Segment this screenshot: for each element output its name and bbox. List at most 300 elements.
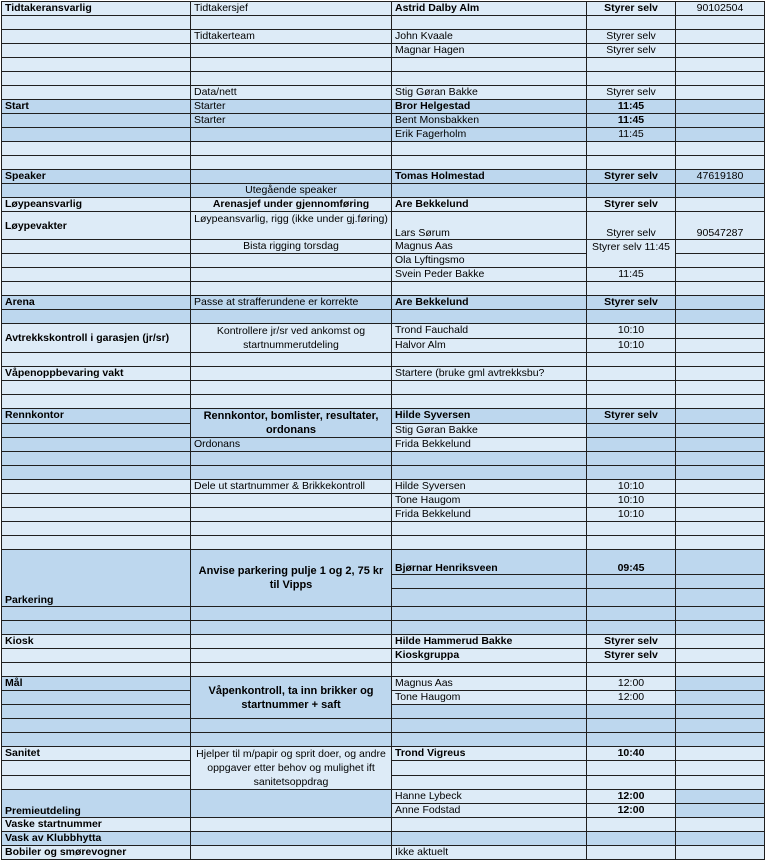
phone-cell[interactable]: 47619180 <box>676 170 765 184</box>
person-cell[interactable]: Are Bekkelund <box>392 296 587 310</box>
cell[interactable] <box>587 719 676 733</box>
cell[interactable] <box>2 719 191 733</box>
cell[interactable] <box>191 44 392 58</box>
time-cell[interactable]: 11:45 <box>587 268 676 282</box>
cell[interactable] <box>392 761 587 775</box>
cell[interactable] <box>587 16 676 30</box>
time-cell[interactable]: 10:10 <box>587 324 676 339</box>
person-cell[interactable]: Halvor Alm <box>392 338 587 353</box>
cell[interactable] <box>2 30 191 44</box>
cell[interactable] <box>676 423 765 438</box>
cell[interactable] <box>676 381 765 395</box>
cell[interactable] <box>676 324 765 339</box>
cell[interactable] <box>676 466 765 480</box>
cell[interactable] <box>392 536 587 550</box>
time-cell[interactable]: 12:00 <box>587 804 676 818</box>
person-cell[interactable]: John Kvaale <box>392 30 587 44</box>
cell[interactable] <box>587 156 676 170</box>
role-cell[interactable]: Arena <box>2 296 191 310</box>
table-row <box>2 719 765 733</box>
cell[interactable] <box>587 775 676 789</box>
cell[interactable] <box>191 128 392 142</box>
cell[interactable] <box>676 635 765 649</box>
cell[interactable] <box>392 72 587 86</box>
cell[interactable] <box>2 114 191 128</box>
person-cell[interactable]: Anne Fodstad <box>392 804 587 818</box>
table-row <box>2 536 765 550</box>
cell[interactable] <box>676 575 765 589</box>
cell[interactable] <box>676 663 765 677</box>
cell[interactable] <box>2 761 191 775</box>
time-cell[interactable]: Styrer selv <box>587 409 676 424</box>
cell[interactable] <box>2 381 191 395</box>
cell[interactable] <box>191 649 392 663</box>
role-cell[interactable]: Parkering <box>2 550 191 607</box>
task-cell[interactable]: Ordonans <box>191 438 392 452</box>
cell[interactable] <box>676 367 765 381</box>
table-row <box>2 128 765 142</box>
cell[interactable] <box>676 58 765 72</box>
role-cell[interactable]: Kiosk <box>2 635 191 649</box>
table-row <box>2 395 765 409</box>
role-cell[interactable]: Sanitet <box>2 747 191 761</box>
role-cell[interactable]: Vask av Klubbhytta <box>2 832 191 846</box>
cell[interactable] <box>587 438 676 452</box>
cell[interactable] <box>676 44 765 58</box>
cell[interactable] <box>392 184 587 198</box>
cell[interactable] <box>191 142 392 156</box>
person-cell[interactable]: Erik Fagerholm <box>392 128 587 142</box>
cell[interactable] <box>392 575 587 589</box>
cell[interactable] <box>392 282 587 296</box>
time-cell[interactable]: 10:10 <box>587 494 676 508</box>
person-cell[interactable]: Stig Gøran Bakke <box>392 86 587 100</box>
cell[interactable] <box>587 423 676 438</box>
cell[interactable] <box>587 58 676 72</box>
cell[interactable] <box>587 818 676 832</box>
cell[interactable] <box>191 508 392 522</box>
person-cell[interactable]: Hilde Syversen <box>392 409 587 424</box>
time-cell[interactable]: 10:40 <box>587 747 676 761</box>
cell[interactable] <box>676 747 765 761</box>
role-cell[interactable]: Avtrekkskontroll i garasjen (jr/sr) <box>2 324 191 353</box>
cell[interactable] <box>191 310 392 324</box>
cell[interactable] <box>191 16 392 30</box>
person-cell[interactable]: Stig Gøran Bakke <box>392 423 587 438</box>
task-cell[interactable]: Arenasjef under gjennomføring <box>191 198 392 212</box>
cell[interactable] <box>191 170 392 184</box>
cell[interactable] <box>191 466 392 480</box>
cell[interactable] <box>392 310 587 324</box>
task-cell[interactable]: Våpenkontroll, ta inn brikker og startnummer + saft <box>191 677 392 719</box>
role-cell[interactable]: Premieutdeling <box>2 790 191 818</box>
cell[interactable] <box>2 184 191 198</box>
cell[interactable] <box>587 282 676 296</box>
time-cell[interactable]: Styrer selv <box>587 212 676 240</box>
role-cell[interactable]: Tidtakeransvarlig <box>2 2 191 16</box>
person-cell[interactable]: Magnus Aas <box>392 677 587 691</box>
time-cell[interactable]: 10:10 <box>587 338 676 353</box>
cell[interactable] <box>676 494 765 508</box>
cell[interactable] <box>587 575 676 589</box>
time-cell[interactable]: 12:00 <box>587 691 676 705</box>
person-cell[interactable]: Astrid Dalby Alm <box>392 2 587 16</box>
person-cell[interactable]: Tone Haugom <box>392 691 587 705</box>
cell[interactable] <box>392 621 587 635</box>
cell[interactable] <box>2 58 191 72</box>
role-cell[interactable]: Start <box>2 100 191 114</box>
cell[interactable] <box>587 621 676 635</box>
role-cell[interactable]: Bobiler og smørevogner <box>2 846 191 860</box>
cell[interactable] <box>191 58 392 72</box>
cell[interactable] <box>676 240 765 254</box>
time-cell[interactable]: 11:45 <box>587 128 676 142</box>
cell[interactable] <box>587 832 676 846</box>
cell[interactable] <box>191 522 392 536</box>
person-cell[interactable]: Bror Helgestad <box>392 100 587 114</box>
cell[interactable] <box>676 818 765 832</box>
cell[interactable] <box>2 466 191 480</box>
cell[interactable] <box>676 30 765 44</box>
cell[interactable] <box>2 353 191 367</box>
person-cell[interactable]: Trond Fauchald <box>392 324 587 339</box>
person-cell[interactable]: Trond Vigreus <box>392 747 587 761</box>
person-cell[interactable]: Ikke aktuelt <box>392 846 587 860</box>
cell[interactable] <box>676 310 765 324</box>
cell[interactable] <box>191 846 392 860</box>
task-cell[interactable]: Anvise parkering pulje 1 og 2, 75 kr til Vipps <box>191 550 392 607</box>
person-cell[interactable]: Lars Sørum <box>392 212 587 240</box>
cell[interactable] <box>587 452 676 466</box>
person-cell[interactable]: Are Bekkelund <box>392 198 587 212</box>
cell[interactable] <box>392 589 587 607</box>
person-cell[interactable]: Hilde Syversen <box>392 480 587 494</box>
cell[interactable] <box>676 804 765 818</box>
cell[interactable] <box>392 58 587 72</box>
cell[interactable] <box>392 381 587 395</box>
cell[interactable] <box>392 522 587 536</box>
cell[interactable] <box>2 438 191 452</box>
time-cell[interactable]: Styrer selv <box>587 635 676 649</box>
cell[interactable] <box>2 44 191 58</box>
time-cell[interactable]: 11:45 <box>587 100 676 114</box>
cell[interactable] <box>2 705 191 719</box>
cell[interactable] <box>676 832 765 846</box>
person-cell[interactable]: Ola Lyftingsmo <box>392 254 587 268</box>
cell[interactable] <box>587 705 676 719</box>
cell[interactable] <box>2 395 191 409</box>
person-cell[interactable]: Frida Bekkelund <box>392 508 587 522</box>
cell[interactable] <box>676 296 765 310</box>
task-cell[interactable]: Løypeansvarlig, rigg (ikke under gj.føring) <box>191 212 392 240</box>
role-cell[interactable]: Speaker <box>2 170 191 184</box>
cell[interactable] <box>676 761 765 775</box>
cell[interactable] <box>392 705 587 719</box>
cell[interactable] <box>2 480 191 494</box>
cell[interactable] <box>587 607 676 621</box>
cell[interactable] <box>2 268 191 282</box>
person-cell[interactable]: Tone Haugom <box>392 494 587 508</box>
table-row <box>2 268 765 282</box>
table-row <box>2 72 765 86</box>
cell[interactable] <box>191 282 392 296</box>
cell[interactable] <box>676 353 765 367</box>
task-cell[interactable]: Dele ut startnummer & Brikkekontroll <box>191 480 392 494</box>
cell[interactable] <box>191 254 392 268</box>
cell[interactable] <box>676 775 765 789</box>
cell[interactable] <box>191 353 392 367</box>
cell[interactable] <box>676 338 765 353</box>
cell[interactable] <box>2 452 191 466</box>
table-row <box>2 16 765 30</box>
cell[interactable] <box>191 536 392 550</box>
cell[interactable] <box>2 86 191 100</box>
table-row <box>2 310 765 324</box>
cell[interactable] <box>191 719 392 733</box>
person-cell[interactable]: Kioskgruppa <box>392 649 587 663</box>
cell[interactable] <box>2 775 191 789</box>
cell[interactable] <box>2 16 191 30</box>
cell[interactable] <box>587 522 676 536</box>
cell[interactable] <box>2 621 191 635</box>
table-row <box>2 282 765 296</box>
cell[interactable] <box>2 607 191 621</box>
cell[interactable] <box>676 719 765 733</box>
time-cell[interactable]: 12:00 <box>587 677 676 691</box>
role-cell[interactable]: Vaske startnummer <box>2 818 191 832</box>
cell[interactable] <box>676 395 765 409</box>
cell[interactable] <box>676 536 765 550</box>
cell[interactable] <box>676 16 765 30</box>
time-cell[interactable]: Styrer selv <box>587 296 676 310</box>
cell[interactable] <box>191 268 392 282</box>
cell[interactable] <box>2 733 191 747</box>
cell[interactable] <box>676 409 765 424</box>
task-cell[interactable]: Starter <box>191 114 392 128</box>
time-cell[interactable]: Styrer selv <box>587 30 676 44</box>
time-cell[interactable]: 12:00 <box>587 790 676 804</box>
phone-cell[interactable]: 90547287 <box>676 212 765 240</box>
person-cell[interactable]: Startere (bruke gml avtrekksbu? <box>392 367 587 381</box>
cell[interactable] <box>191 607 392 621</box>
cell[interactable] <box>676 705 765 719</box>
cell[interactable] <box>676 198 765 212</box>
cell[interactable] <box>2 508 191 522</box>
table-row <box>2 212 765 240</box>
time-cell[interactable]: Styrer selv <box>587 170 676 184</box>
time-cell[interactable]: 10:10 <box>587 480 676 494</box>
cell[interactable] <box>676 508 765 522</box>
cell[interactable] <box>2 282 191 296</box>
cell[interactable] <box>392 353 587 367</box>
cell[interactable] <box>2 72 191 86</box>
person-cell[interactable]: Bent Monsbakken <box>392 114 587 128</box>
cell[interactable] <box>587 466 676 480</box>
cell[interactable] <box>191 621 392 635</box>
cell[interactable] <box>676 72 765 86</box>
cell[interactable] <box>587 310 676 324</box>
task-cell[interactable]: Tidtakerteam <box>191 30 392 44</box>
table-row <box>2 508 765 522</box>
cell[interactable] <box>676 480 765 494</box>
cell[interactable] <box>2 536 191 550</box>
task-cell[interactable]: Kontrollere jr/sr ved ankomst og startnummerutdeling <box>191 324 392 353</box>
cell[interactable] <box>2 128 191 142</box>
task-cell[interactable]: Hjelper til m/papir og sprit doer, og andre oppgaver etter behov og mulighet ift sanitetsoppdrag <box>191 747 392 790</box>
role-cell[interactable]: Mål <box>2 677 191 691</box>
cell[interactable] <box>2 691 191 705</box>
person-cell[interactable]: Bjørnar Henriksveen <box>392 550 587 575</box>
cell[interactable] <box>392 733 587 747</box>
cell[interactable] <box>587 381 676 395</box>
time-cell[interactable]: 09:45 <box>587 550 676 575</box>
cell[interactable] <box>392 719 587 733</box>
cell[interactable] <box>676 621 765 635</box>
cell[interactable] <box>587 663 676 677</box>
cell[interactable] <box>191 381 392 395</box>
cell[interactable] <box>587 846 676 860</box>
cell[interactable] <box>587 72 676 86</box>
cell[interactable] <box>392 452 587 466</box>
cell[interactable] <box>2 156 191 170</box>
cell[interactable] <box>676 114 765 128</box>
cell[interactable] <box>587 395 676 409</box>
cell[interactable] <box>676 184 765 198</box>
cell[interactable] <box>676 522 765 536</box>
cell[interactable] <box>392 818 587 832</box>
cell[interactable] <box>587 142 676 156</box>
cell[interactable] <box>676 268 765 282</box>
cell[interactable] <box>392 156 587 170</box>
cell[interactable] <box>2 494 191 508</box>
time-cell[interactable]: Styrer selv <box>587 649 676 663</box>
cell[interactable] <box>191 733 392 747</box>
cell[interactable] <box>587 184 676 198</box>
cell[interactable] <box>676 677 765 691</box>
cell[interactable] <box>676 86 765 100</box>
person-cell[interactable]: Magnar Hagen <box>392 44 587 58</box>
cell[interactable] <box>676 128 765 142</box>
cell[interactable] <box>392 142 587 156</box>
cell[interactable] <box>191 367 392 381</box>
cell[interactable] <box>676 142 765 156</box>
table-row <box>2 240 765 254</box>
cell[interactable] <box>676 452 765 466</box>
time-cell[interactable]: Styrer selv <box>587 2 676 16</box>
cell[interactable] <box>392 663 587 677</box>
time-cell[interactable]: Styrer selv <box>587 44 676 58</box>
cell[interactable] <box>191 790 392 818</box>
cell[interactable] <box>676 846 765 860</box>
cell[interactable] <box>2 142 191 156</box>
cell[interactable] <box>2 649 191 663</box>
table-row <box>2 663 765 677</box>
cell[interactable] <box>676 649 765 663</box>
cell[interactable] <box>587 761 676 775</box>
role-cell[interactable]: Løypevakter <box>2 212 191 240</box>
table-row <box>2 480 765 494</box>
cell[interactable] <box>587 589 676 607</box>
cell[interactable] <box>392 16 587 30</box>
cell[interactable] <box>587 733 676 747</box>
cell[interactable] <box>676 254 765 268</box>
person-cell[interactable]: Magnus Aas <box>392 240 587 254</box>
cell[interactable] <box>587 353 676 367</box>
cell[interactable] <box>676 100 765 114</box>
cell[interactable] <box>587 367 676 381</box>
cell[interactable] <box>191 494 392 508</box>
phone-cell[interactable]: 90102504 <box>676 2 765 16</box>
cell[interactable] <box>2 663 191 677</box>
task-cell[interactable]: Tidtakersjef <box>191 2 392 16</box>
time-cell[interactable]: Styrer selv 11:45 <box>587 240 676 268</box>
cell[interactable] <box>676 282 765 296</box>
person-cell[interactable]: Svein Peder Bakke <box>392 268 587 282</box>
cell[interactable] <box>676 156 765 170</box>
cell[interactable] <box>676 550 765 575</box>
task-cell[interactable]: Utegående speaker <box>191 184 392 198</box>
task-cell[interactable]: Data/nett <box>191 86 392 100</box>
cell[interactable] <box>2 423 191 438</box>
cell[interactable] <box>392 395 587 409</box>
time-cell[interactable]: Styrer selv <box>587 198 676 212</box>
table-row <box>2 44 765 58</box>
time-cell[interactable]: 10:10 <box>587 508 676 522</box>
person-cell[interactable]: Frida Bekkelund <box>392 438 587 452</box>
cell[interactable] <box>2 522 191 536</box>
person-cell[interactable]: Hilde Hammerud Bakke <box>392 635 587 649</box>
cell[interactable] <box>191 832 392 846</box>
cell[interactable] <box>392 775 587 789</box>
cell[interactable] <box>676 438 765 452</box>
cell[interactable] <box>191 395 392 409</box>
person-cell[interactable]: Hanne Lybeck <box>392 790 587 804</box>
task-cell[interactable]: Bista rigging torsdag <box>191 240 392 254</box>
table-row <box>2 621 765 635</box>
task-cell[interactable]: Rennkontor, bomlister, resultater, ordonans <box>191 409 392 438</box>
cell[interactable] <box>2 240 191 254</box>
task-cell[interactable]: Passe at strafferundene er korrekte <box>191 296 392 310</box>
time-cell[interactable]: Styrer selv <box>587 86 676 100</box>
role-cell[interactable]: Løypeansvarlig <box>2 198 191 212</box>
cell[interactable] <box>676 790 765 804</box>
cell[interactable] <box>191 72 392 86</box>
cell[interactable] <box>191 663 392 677</box>
cell[interactable] <box>2 310 191 324</box>
cell[interactable] <box>392 607 587 621</box>
role-cell[interactable]: Rennkontor <box>2 409 191 424</box>
cell[interactable] <box>587 536 676 550</box>
cell[interactable] <box>676 607 765 621</box>
time-cell[interactable]: 11:45 <box>587 114 676 128</box>
person-cell[interactable]: Tomas Holmestad <box>392 170 587 184</box>
cell[interactable] <box>191 818 392 832</box>
cell[interactable] <box>2 254 191 268</box>
cell[interactable] <box>392 466 587 480</box>
cell[interactable] <box>676 733 765 747</box>
cell[interactable] <box>676 589 765 607</box>
table-row <box>2 747 765 761</box>
cell[interactable] <box>676 691 765 705</box>
cell[interactable] <box>392 832 587 846</box>
table-row <box>2 86 765 100</box>
table-row <box>2 100 765 114</box>
cell[interactable] <box>191 452 392 466</box>
task-cell[interactable]: Starter <box>191 100 392 114</box>
cell[interactable] <box>191 156 392 170</box>
cell[interactable] <box>191 635 392 649</box>
role-cell[interactable]: Våpenoppbevaring vakt <box>2 367 191 381</box>
